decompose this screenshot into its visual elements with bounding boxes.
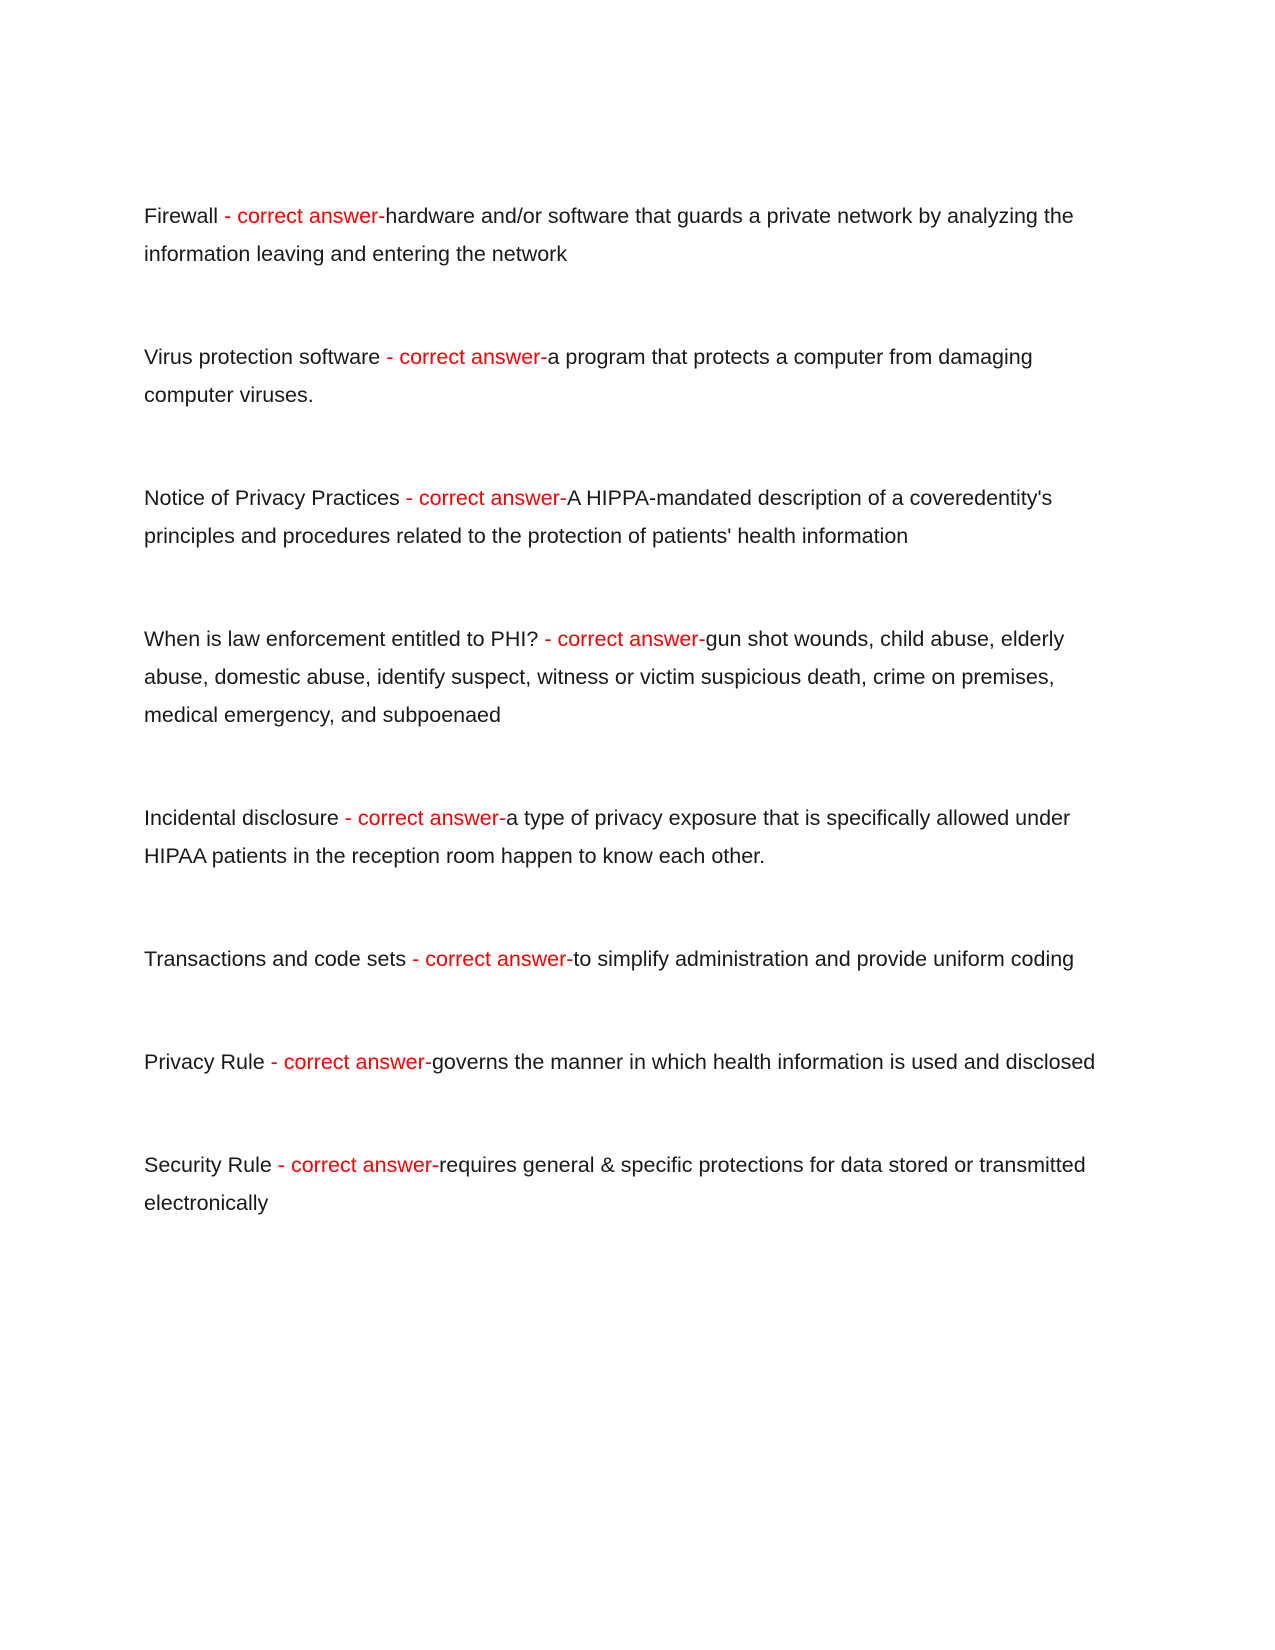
correct-answer-marker: - correct answer- <box>224 204 386 228</box>
definition-text: requires general & specific protections for data stored or transmitted electronically <box>144 1153 1086 1215</box>
qa-entry <box>144 799 1125 875</box>
correct-answer-marker: - correct answer- <box>277 1153 440 1177</box>
correct-answer-marker: - correct answer- <box>344 806 507 830</box>
correct-answer-marker: - correct answer- <box>405 486 567 510</box>
term-text: When is law enforcement entitled to PHI? <box>144 627 539 651</box>
definition-text: A HIPPA-mandated description of a coveredentity's principles and procedures related to the protection of patients' health information <box>144 486 1053 548</box>
correct-answer-marker: - correct answer- <box>412 947 574 971</box>
correct-answer-marker: - correct answer- <box>544 627 706 651</box>
correct-answer-marker: - correct answer- <box>386 345 548 369</box>
definition-text: governs the manner in which health information is used and disclosed <box>431 1050 1096 1074</box>
definition-text: gun shot wounds, child abuse, elderly abuse, domestic abuse, identify suspect, witness or victim suspicious death, crime on premises, medical emergency, and subpoenaed <box>144 627 1065 727</box>
definition-text: hardware and/or software that guards a private network by analyzing the information leaving and entering the network <box>144 204 1074 266</box>
term-text: Notice of Privacy Practices <box>144 486 400 510</box>
qa-entry <box>144 197 1125 273</box>
qa-entry <box>144 1043 1125 1081</box>
term-text: Firewall <box>144 204 219 228</box>
qa-entry <box>144 338 1125 414</box>
correct-answer-marker: - correct answer- <box>270 1050 432 1074</box>
qa-entry <box>144 479 1125 555</box>
qa-entry <box>144 1146 1125 1222</box>
definition-text: a type of privacy exposure that is specifically allowed under HIPAA patients in the reception room happen to know each other. <box>144 806 1071 868</box>
qa-entry <box>144 940 1125 978</box>
term-text: Security Rule <box>144 1153 272 1177</box>
qa-entry <box>144 620 1125 734</box>
term-text: Incidental disclosure <box>144 806 339 830</box>
definition-text: to simplify administration and provide uniform coding <box>573 947 1075 971</box>
definition-text: a program that protects a computer from damaging computer viruses. <box>144 345 1033 407</box>
term-text: Virus protection software <box>144 345 381 369</box>
term-text: Privacy Rule <box>144 1050 265 1074</box>
term-text: Transactions and code sets <box>144 947 407 971</box>
